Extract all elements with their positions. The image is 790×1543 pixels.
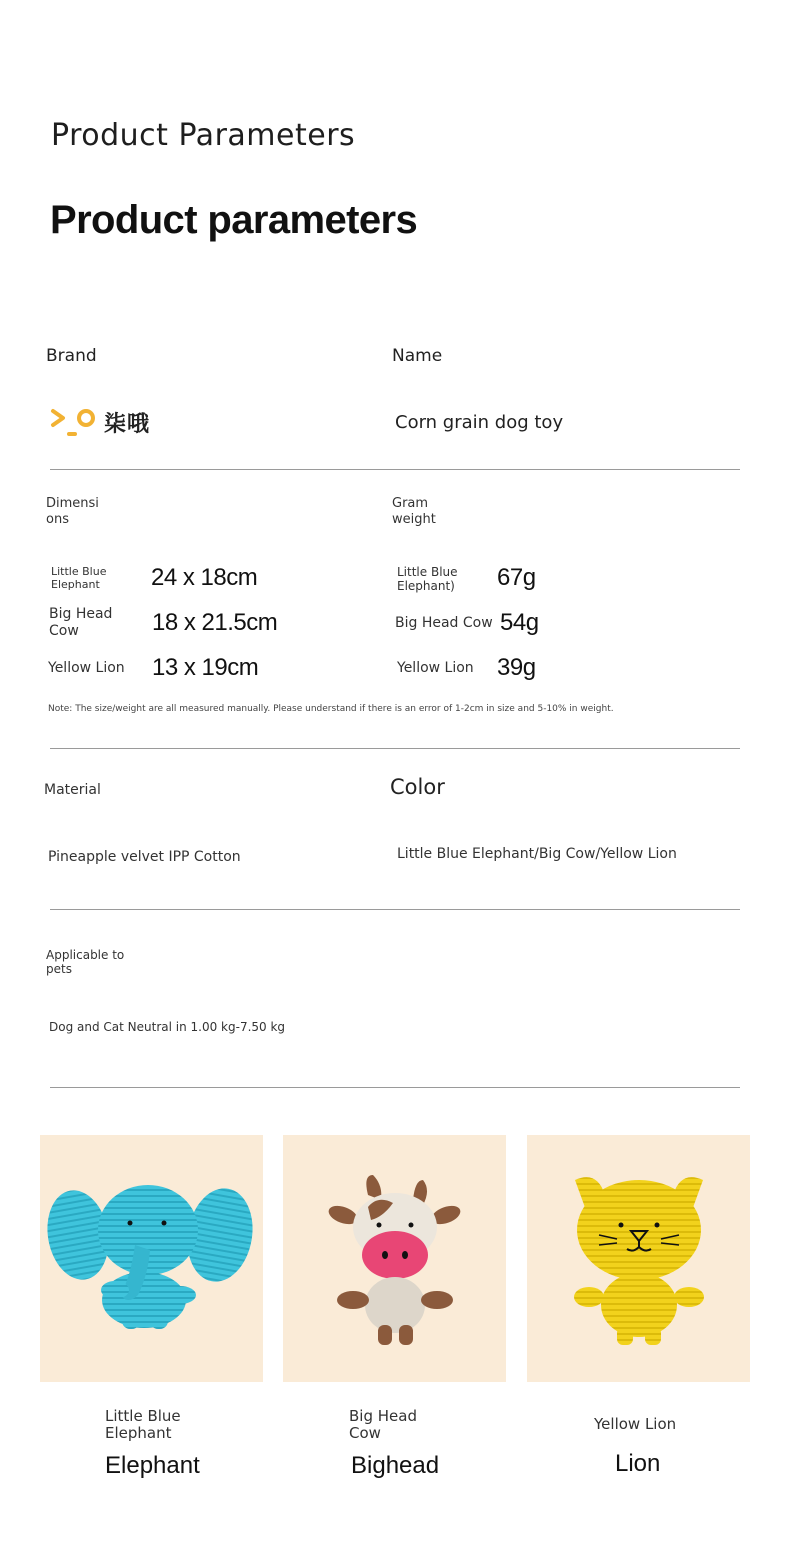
elephant-toy-icon [40,1135,263,1382]
weight-value-elephant: 67g [497,564,536,591]
dimension-name-cow: Big Head Cow [49,606,113,639]
weight-value-lion: 39g [497,654,536,681]
product-image-lion [527,1135,750,1382]
brand-label: Brand [46,346,97,366]
dimension-value-cow: 18 x 21.5cm [152,609,278,636]
divider [50,909,740,910]
name-label: Name [392,346,443,366]
measurement-note: Note: The size/weight are all measured manually. Please understand if there is an error of 1-2cm in size and 5-10% in weight. [48,704,614,714]
brand-logo [50,405,150,439]
cow-toy-icon [283,1135,506,1382]
name-value: Corn grain dog toy [395,412,564,433]
divider [50,1087,740,1088]
main-title: Product parameters [50,198,418,242]
product-name-elephant: Elephant [105,1452,200,1479]
product-image-elephant [40,1135,263,1382]
top-title: Product Parameters [51,118,356,153]
pets-value: Dog and Cat Neutral in 1.00 kg-7.50 kg [49,1020,286,1034]
weight-name-lion: Yellow Lion [397,660,474,676]
color-label: Color [390,775,445,799]
dimension-name-lion: Yellow Lion [48,660,125,676]
material-value: Pineapple velvet IPP Cotton [48,849,241,865]
weight-name-cow: Big Head Cow [395,615,493,631]
brand-logo-text: 柒哦 [104,411,151,437]
pets-label: Applicable to pets [46,948,125,976]
dimensions-label: Dimensi ons [46,496,99,527]
material-label: Material [44,782,101,798]
color-value: Little Blue Elephant/Big Cow/Yellow Lion [397,846,677,862]
product-image-cow [283,1135,506,1382]
product-caption-elephant: Little Blue Elephant [105,1407,181,1442]
product-name-cow: Bighead [351,1452,440,1479]
product-caption-lion: Yellow Lion [594,1415,677,1433]
brand-logo-icon [50,405,96,439]
weight-name-elephant: Little Blue Elephant) [397,565,458,593]
dimension-name-elephant: Little Blue Elephant [51,565,107,591]
product-name-lion: Lion [615,1450,661,1477]
weight-value-cow: 54g [500,609,539,636]
gram-weight-label: Gram weight [392,496,436,527]
divider [50,748,740,749]
product-caption-cow: Big Head Cow [349,1407,417,1442]
dimension-value-elephant: 24 x 18cm [151,564,258,591]
dimension-value-lion: 13 x 19cm [152,654,259,681]
lion-toy-icon [527,1135,750,1382]
divider [50,469,740,470]
